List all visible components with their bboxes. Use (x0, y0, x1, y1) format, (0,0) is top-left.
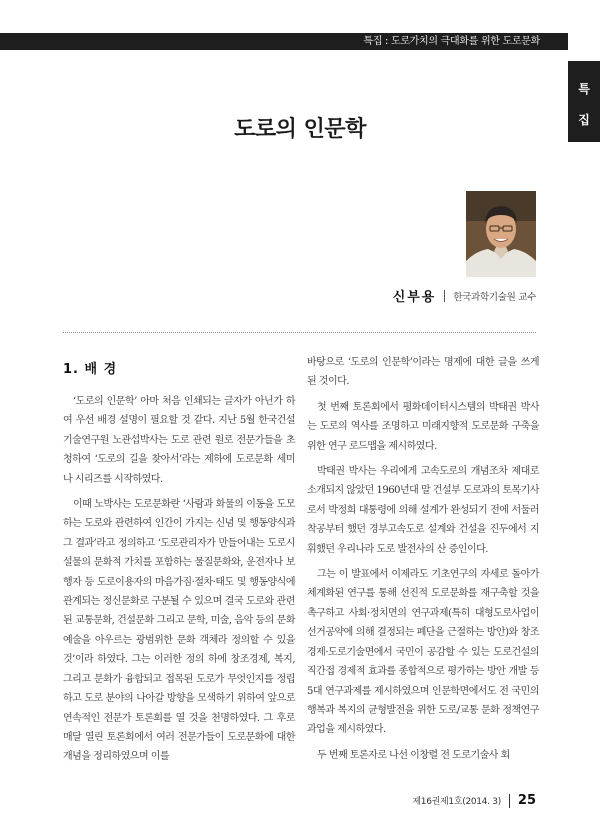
body-paragraph: 바탕으로 ‘도로의 인문학’이라는 명제에 대한 글을 쓰게 된 것이다. (307, 357, 539, 388)
author-affiliation: 한국과학기술원 교수 (453, 291, 536, 303)
body-paragraph: 이때 노박사는 도로문화란 ‘사람과 화물의 이동을 도모하는 도로와 관련하여 인간이 가지는 신념 및 행동양식과 그 결과’라고 정의하고 ‘도로관리자가 만들어내는 도로시설물의 문화적 가치를 포함하는 물질문화와, 운전자나 보행자 등 도로이용자의 마음가짐·절차·태도 및 행동양식에 관계되는 정신문화로 구분될 수 있으며 결국 도로와 관련된 교통문화, 건설문화 그리고 문학, 미술, 음악 등의 문화예술을 아우르는 광범위한 문화 객체라 정의할 수 있을 것’이라 하였다. 그는 이러한 정의 하에 창조경제, 복지, 그리고 문화가 융합되고 접목된 도로가 무엇인지를 정립하고 도로 분야의 나아갈 방향을 모색하기 위하여 앞으로 연속적인 전문가 토론회를 열 것을 천명하였다. 그 후로 매달 열린 토론회에서 여러 전문가들이 도로문화에 대한 개념을 정리하였으며 이를 (63, 499, 295, 763)
article-title: 도로의 인문학 (234, 117, 366, 142)
page-number: 25 (517, 793, 536, 808)
body-paragraph: 박태권 박사는 우리에게 고속도로의 개념조차 제대로 소개되지 않았던 1960년대 말 건설부 도로과의 토목기사로서 박정희 대통령에 의해 설계가 완성되기 전에 서둘러 착공부터 했던 경부고속도로 설계와 건설을 진두에서 지휘했던 우리나라 도로 발전사의 산 증인이다. (307, 466, 539, 555)
author-byline (393, 286, 536, 305)
page-footer (412, 793, 536, 808)
byline-separator (444, 290, 445, 302)
body-paragraph: ‘도로의 인문학’ 아마 처음 인쇄되는 글자가 아닌가 하여 우선 배경 설명이 필요할 것 같다. 지난 5월 한국건설기술연구원 노관섭박사는 도로 관련 원로 전문가들을 초청하여 ‘도로의 길을 찾아서’라는 제하에 도로문화 세미나 시리즈를 시작하였다. (63, 396, 295, 485)
footer-separator (509, 794, 510, 808)
dotted-divider (63, 332, 536, 333)
author-photo (466, 191, 536, 277)
left-column (63, 392, 295, 773)
section-heading: 1. 배 경 (63, 362, 118, 377)
section-header-bar (0, 33, 568, 50)
body-paragraph: 첫 번째 토론회에서 평화데이터시스템의 박태권 박사는 도로의 역사를 조명하고 미래지향적 도로문화 구축을 위한 연구 로드맵을 제시하였다. (307, 401, 539, 452)
issue-info: 제16권제1호(2014. 3) (412, 797, 501, 807)
body-paragraph: 그는 이 발표에서 이제라도 기초연구의 자세로 돌아가 체계화된 연구를 통해 선진적 도로문화를 재구축할 것을 촉구하고 사회·정치면의 연구과제(특히 대형도로사업이 선거공약에 의해 결정되는 폐단을 근절하는 방안)와 창조경제·도로기술면에서 국민이 공감할 수 있는 도로건설의 직간접 경제적 효과를 종합적으로 평가하는 방안 개발 등 5대 연구과제를 제시하였으며 인문학면에서도 전 국민의 행복과 복지의 균형발전을 위한 도로/교통 문화 정책연구 과업을 제시하였다. (307, 569, 539, 736)
right-column (307, 353, 539, 771)
side-tab-char-1: 특 (578, 82, 590, 96)
side-tab-char-2: 집 (578, 113, 590, 127)
author-name: 신부용 (392, 290, 437, 305)
body-paragraph: 두 번째 토론자로 나선 이창렬 전 도로기술사 회 (317, 749, 510, 761)
section-label: 특집 : 도로가치의 극대화를 위한 도로문화 (363, 36, 540, 47)
